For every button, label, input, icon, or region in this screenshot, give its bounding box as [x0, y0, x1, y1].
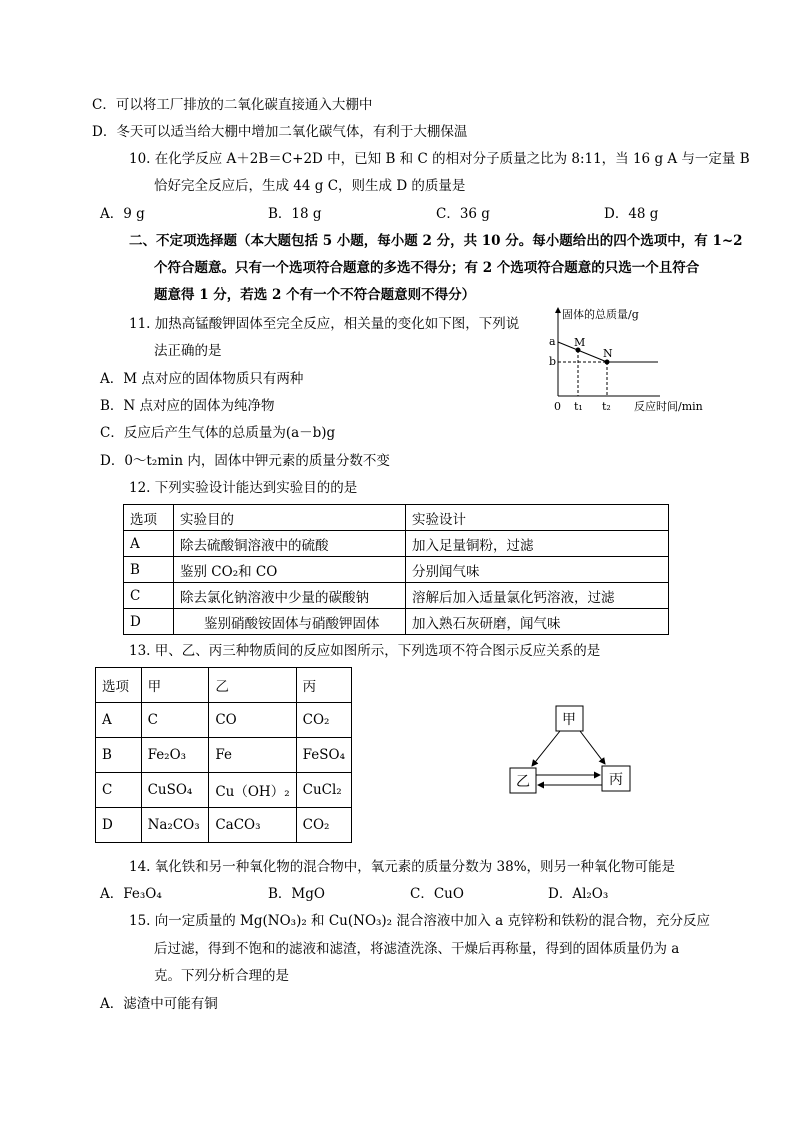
table-cell: C: [96, 773, 142, 808]
q11-stem-line2: 法正确的是: [154, 343, 222, 359]
table-header-cell: 实验设计: [406, 505, 669, 531]
q14-option-c: C．CuO: [410, 886, 464, 902]
table-row: [96, 703, 352, 738]
label-yi: 乙: [516, 774, 530, 790]
origin-label: 0: [554, 400, 561, 413]
section2-heading-line2: 个符合题意。只有一个选项符合题意的多选不得分；有 2 个选项符合题意的只选一个且符合: [154, 260, 700, 276]
arrow-jia-bing: [580, 731, 605, 764]
q15-stem-line2: 后过滤，得到不饱和的滤液和滤渣，将滤渣洗涤、干燥后再称量，得到的固体质量仍为 a: [154, 941, 680, 957]
q14-option-b: B．MgO: [268, 886, 325, 902]
table-header-cell: 丙: [296, 668, 351, 703]
table-cell: Fe: [209, 738, 296, 773]
table-cell: 加入熟石灰研磨，闻气味: [406, 609, 669, 635]
q10-options: [100, 205, 740, 223]
table-cell: 鉴别 CO₂和 CO: [174, 557, 406, 583]
q14-option-d: D．Al₂O₃: [548, 886, 609, 902]
table-cell: Fe₂O₃: [141, 738, 209, 773]
arrow-jia-yi: [532, 731, 560, 766]
table-cell: Cu（OH）₂: [209, 773, 296, 808]
table-row: [124, 557, 669, 583]
q11-option-b: B．N 点对应的固体为纯净物: [100, 398, 275, 414]
table-cell: A: [96, 703, 142, 738]
q13-table: [95, 667, 352, 843]
q10-option-d: D．48 g: [604, 206, 659, 222]
table-row: [96, 808, 352, 843]
label-bing: 丙: [609, 772, 623, 788]
table-cell: 分别闻气味: [406, 557, 669, 583]
table-cell: C: [141, 703, 209, 738]
table-header-row: [124, 505, 669, 531]
table-cell: 溶解后加入适量氯化钙溶液，过滤: [406, 583, 669, 609]
point-n: [605, 360, 610, 365]
q13-diagram: [500, 700, 650, 800]
x-tick-t1: t₁: [574, 400, 583, 413]
table-cell: 除去氯化钠溶液中少量的碳酸钠: [174, 583, 406, 609]
table-cell: CaCO₃: [209, 808, 296, 843]
q15-stem-line3: 克。下列分析合理的是: [154, 968, 289, 984]
table-header-cell: 乙: [209, 668, 296, 703]
table-cell: CuSO₄: [141, 773, 209, 808]
table-row: [96, 738, 352, 773]
table-cell: D: [96, 808, 142, 843]
q12-table: [123, 504, 669, 635]
q11-option-d: D．0～t₂min 内，固体中钾元素的质量分数不变: [100, 453, 390, 469]
point-n-label: N: [603, 347, 613, 360]
q11-graph: [540, 304, 720, 418]
table-header-cell: 选项: [124, 505, 174, 531]
q10-stem-line2: 恰好完全反应后，生成 44 g C，则生成 D 的质量是: [154, 178, 466, 194]
x-tick-t2: t₂: [602, 400, 611, 413]
point-m-label: M: [574, 336, 586, 349]
table-cell: FeSO₄: [296, 738, 351, 773]
table-cell: CuCl₂: [296, 773, 351, 808]
q10-stem-line1: 10. 在化学反应 A＋2B＝C+2D 中，已知 B 和 C 的相对分子质量之比为 8:11，当 16 g A 与一定量 B: [129, 151, 750, 167]
q14-option-a: A．Fe₃O₄: [100, 886, 162, 902]
table-header-cell: 甲: [141, 668, 209, 703]
label-jia: 甲: [562, 712, 576, 728]
table-cell: B: [124, 557, 174, 583]
q10-option-c: C．36 g: [436, 206, 490, 222]
q11-option-a: A．M 点对应的固体物质只有两种: [100, 371, 304, 387]
x-axis-label: 反应时间/min: [634, 400, 703, 413]
q14-stem: 14. 氧化铁和另一种氧化物的混合物中，氧元素的质量分数为 38%，则另一种氧化物可能是: [129, 859, 676, 875]
y-tick-a: a: [549, 335, 556, 348]
table-cell: 除去硫酸铜溶液中的硫酸: [174, 531, 406, 557]
q12-stem: 12. 下列实验设计能达到实验目的的是: [129, 480, 358, 496]
table-cell: B: [96, 738, 142, 773]
q15-option-a: A．滤渣中可能有铜: [100, 996, 218, 1012]
q9-option-d: D．冬天可以适当给大棚中增加二氧化碳气体，有利于大棚保温: [92, 124, 468, 140]
q11-stem-line1: 11. 加热高锰酸钾固体至完全反应，相关量的变化如下图，下列说: [129, 316, 520, 332]
q10-option-a: A．9 g: [100, 206, 145, 222]
table-cell: Na₂CO₃: [141, 808, 209, 843]
section2-heading-line1: 二、不定项选择题（本大题包括 5 小题，每小题 2 分，共 10 分。每小题给出的四个选项中，有 1~2: [129, 233, 743, 249]
q10-option-b: B．18 g: [268, 206, 322, 222]
table-cell: 加入足量铜粉，过滤: [406, 531, 669, 557]
table-cell: CO₂: [296, 703, 351, 738]
table-cell: C: [124, 583, 174, 609]
table-cell: A: [124, 531, 174, 557]
table-header-cell: 实验目的: [174, 505, 406, 531]
y-tick-b: b: [549, 355, 557, 368]
table-cell: CO: [209, 703, 296, 738]
table-header-row: [96, 668, 352, 703]
table-cell: CO₂: [296, 808, 351, 843]
table-row: [124, 609, 669, 635]
table-row: [124, 583, 669, 609]
table-cell: 鉴别硝酸铵固体与硝酸钾固体: [174, 609, 406, 635]
section2-heading-line3: 题意得 1 分，若选 2 个有一个不符合题意则不得分）: [154, 287, 476, 303]
table-cell: D: [124, 609, 174, 635]
q13-stem: 13. 甲、乙、丙三种物质间的反应如图所示，下列选项不符合图示反应关系的是: [129, 643, 601, 659]
q9-option-c: C．可以将工厂排放的二氧化碳直接通入大棚中: [92, 97, 373, 113]
q15-stem-line1: 15. 向一定质量的 Mg(NO₃)₂ 和 Cu(NO₃)₂ 混合溶液中加入 a 克锌粉和铁粉的混合物，充分反应: [129, 913, 711, 929]
table-row: [96, 773, 352, 808]
y-axis-label: 固体的总质量/g: [562, 308, 639, 321]
table-row: [124, 531, 669, 557]
table-header-cell: 选项: [96, 668, 142, 703]
q14-options: [100, 885, 740, 903]
q11-option-c: C．反应后产生气体的总质量为(a－b)g: [100, 425, 336, 441]
